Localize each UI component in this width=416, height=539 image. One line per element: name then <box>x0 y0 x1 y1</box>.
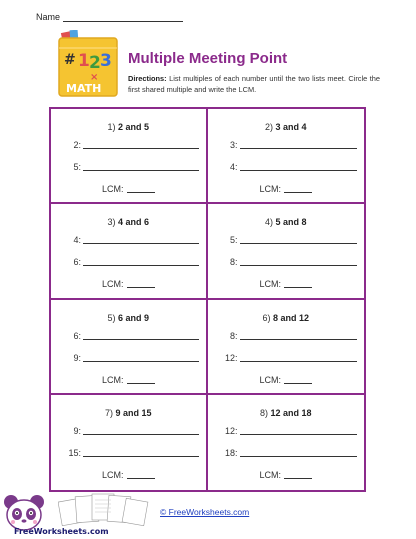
svg-text:1: 1 <box>78 51 90 71</box>
answer-line[interactable] <box>240 352 358 362</box>
multiples-row: 9: <box>65 352 199 363</box>
answer-line[interactable] <box>240 161 358 171</box>
answer-line[interactable] <box>83 447 199 457</box>
lcm-answer-line[interactable] <box>127 469 155 479</box>
lcm-row: LCM: <box>208 469 365 480</box>
svg-text:MATH: MATH <box>66 82 102 95</box>
multiples-row: 9: <box>65 425 199 436</box>
svg-text:×: × <box>90 72 99 83</box>
multiples-row: 5: <box>65 161 199 172</box>
lcm-row: LCM: <box>208 183 365 194</box>
multiples-row: 4: <box>222 161 358 172</box>
lcm-answer-line[interactable] <box>284 374 312 384</box>
name-row <box>36 12 183 22</box>
problem-cell <box>51 109 208 204</box>
answer-line[interactable] <box>240 256 358 266</box>
answer-line[interactable] <box>83 256 199 266</box>
name-label: Name <box>36 12 61 22</box>
svg-text:3: 3 <box>100 51 112 71</box>
lcm-row: LCM: <box>51 469 206 480</box>
problem-title: 6) 8 and 12 <box>262 312 310 323</box>
answer-line[interactable] <box>240 234 358 244</box>
lcm-row: LCM: <box>51 183 206 194</box>
multiples-row: 5: <box>222 234 358 245</box>
answer-line[interactable] <box>83 161 199 171</box>
problem-cell <box>51 300 208 395</box>
problem-cell <box>208 204 365 299</box>
multiples-row: 6: <box>65 256 199 267</box>
answer-line[interactable] <box>83 234 199 244</box>
multiples-row: 4: <box>65 234 199 245</box>
directions-text: List multiples of each number until the two lists meet. Circle the first shared multiple and write the LCM. <box>128 74 380 94</box>
footer-link[interactable]: © FreeWorksheets.com <box>160 507 250 517</box>
answer-line[interactable] <box>240 139 358 149</box>
multiples-row: 12: <box>222 352 358 363</box>
lcm-row: LCM: <box>208 278 365 289</box>
answer-line[interactable] <box>240 330 358 340</box>
answer-line[interactable] <box>83 425 199 435</box>
lcm-answer-line[interactable] <box>284 278 312 288</box>
problem-title: 7) 9 and 15 <box>104 407 152 418</box>
multiples-row: 3: <box>222 139 358 150</box>
problem-title: 4) 5 and 8 <box>264 217 307 228</box>
worksheet-thumbnails-icon <box>58 490 150 526</box>
multiples-row: 8: <box>222 330 358 341</box>
multiples-row: 12: <box>222 425 358 436</box>
answer-line[interactable] <box>83 139 199 149</box>
multiples-row: 15: <box>65 447 199 458</box>
svg-text:2: 2 <box>89 53 101 73</box>
lcm-row: LCM: <box>208 374 365 385</box>
problem-title: 5) 6 and 9 <box>107 312 150 323</box>
answer-line[interactable] <box>83 330 199 340</box>
name-field[interactable] <box>63 13 183 22</box>
problem-cell <box>208 109 365 204</box>
problem-grid <box>49 107 366 492</box>
directions <box>128 73 380 95</box>
problem-cell <box>51 395 208 490</box>
answer-line[interactable] <box>83 352 199 362</box>
problem-cell <box>208 395 365 490</box>
multiples-row: 18: <box>222 447 358 458</box>
multiples-row: 8: <box>222 256 358 267</box>
lcm-answer-line[interactable] <box>284 183 312 193</box>
lcm-answer-line[interactable] <box>127 374 155 384</box>
problem-cell <box>51 204 208 299</box>
problem-cell <box>208 300 365 395</box>
page-title: Multiple Meeting Point <box>128 50 288 67</box>
lcm-row: LCM: <box>51 278 206 289</box>
directions-label: Directions: <box>128 74 167 83</box>
brand-name: FreeWorksheets.com <box>14 527 109 536</box>
problem-title: 2) 3 and 4 <box>264 122 307 132</box>
problem-title: 1) 2 and 5 <box>107 122 150 132</box>
problem-title: 8) 12 and 18 <box>259 407 312 418</box>
svg-text:#: # <box>64 52 76 68</box>
multiples-row: 2: <box>65 139 199 150</box>
lcm-answer-line[interactable] <box>127 278 155 288</box>
answer-line[interactable] <box>240 425 358 435</box>
math-logo-icon <box>56 30 122 98</box>
lcm-answer-line[interactable] <box>127 183 155 193</box>
lcm-answer-line[interactable] <box>284 469 312 479</box>
answer-line[interactable] <box>240 447 358 457</box>
multiples-row: 6: <box>65 330 199 341</box>
problem-title: 3) 4 and 6 <box>107 217 150 228</box>
lcm-row: LCM: <box>51 374 206 385</box>
